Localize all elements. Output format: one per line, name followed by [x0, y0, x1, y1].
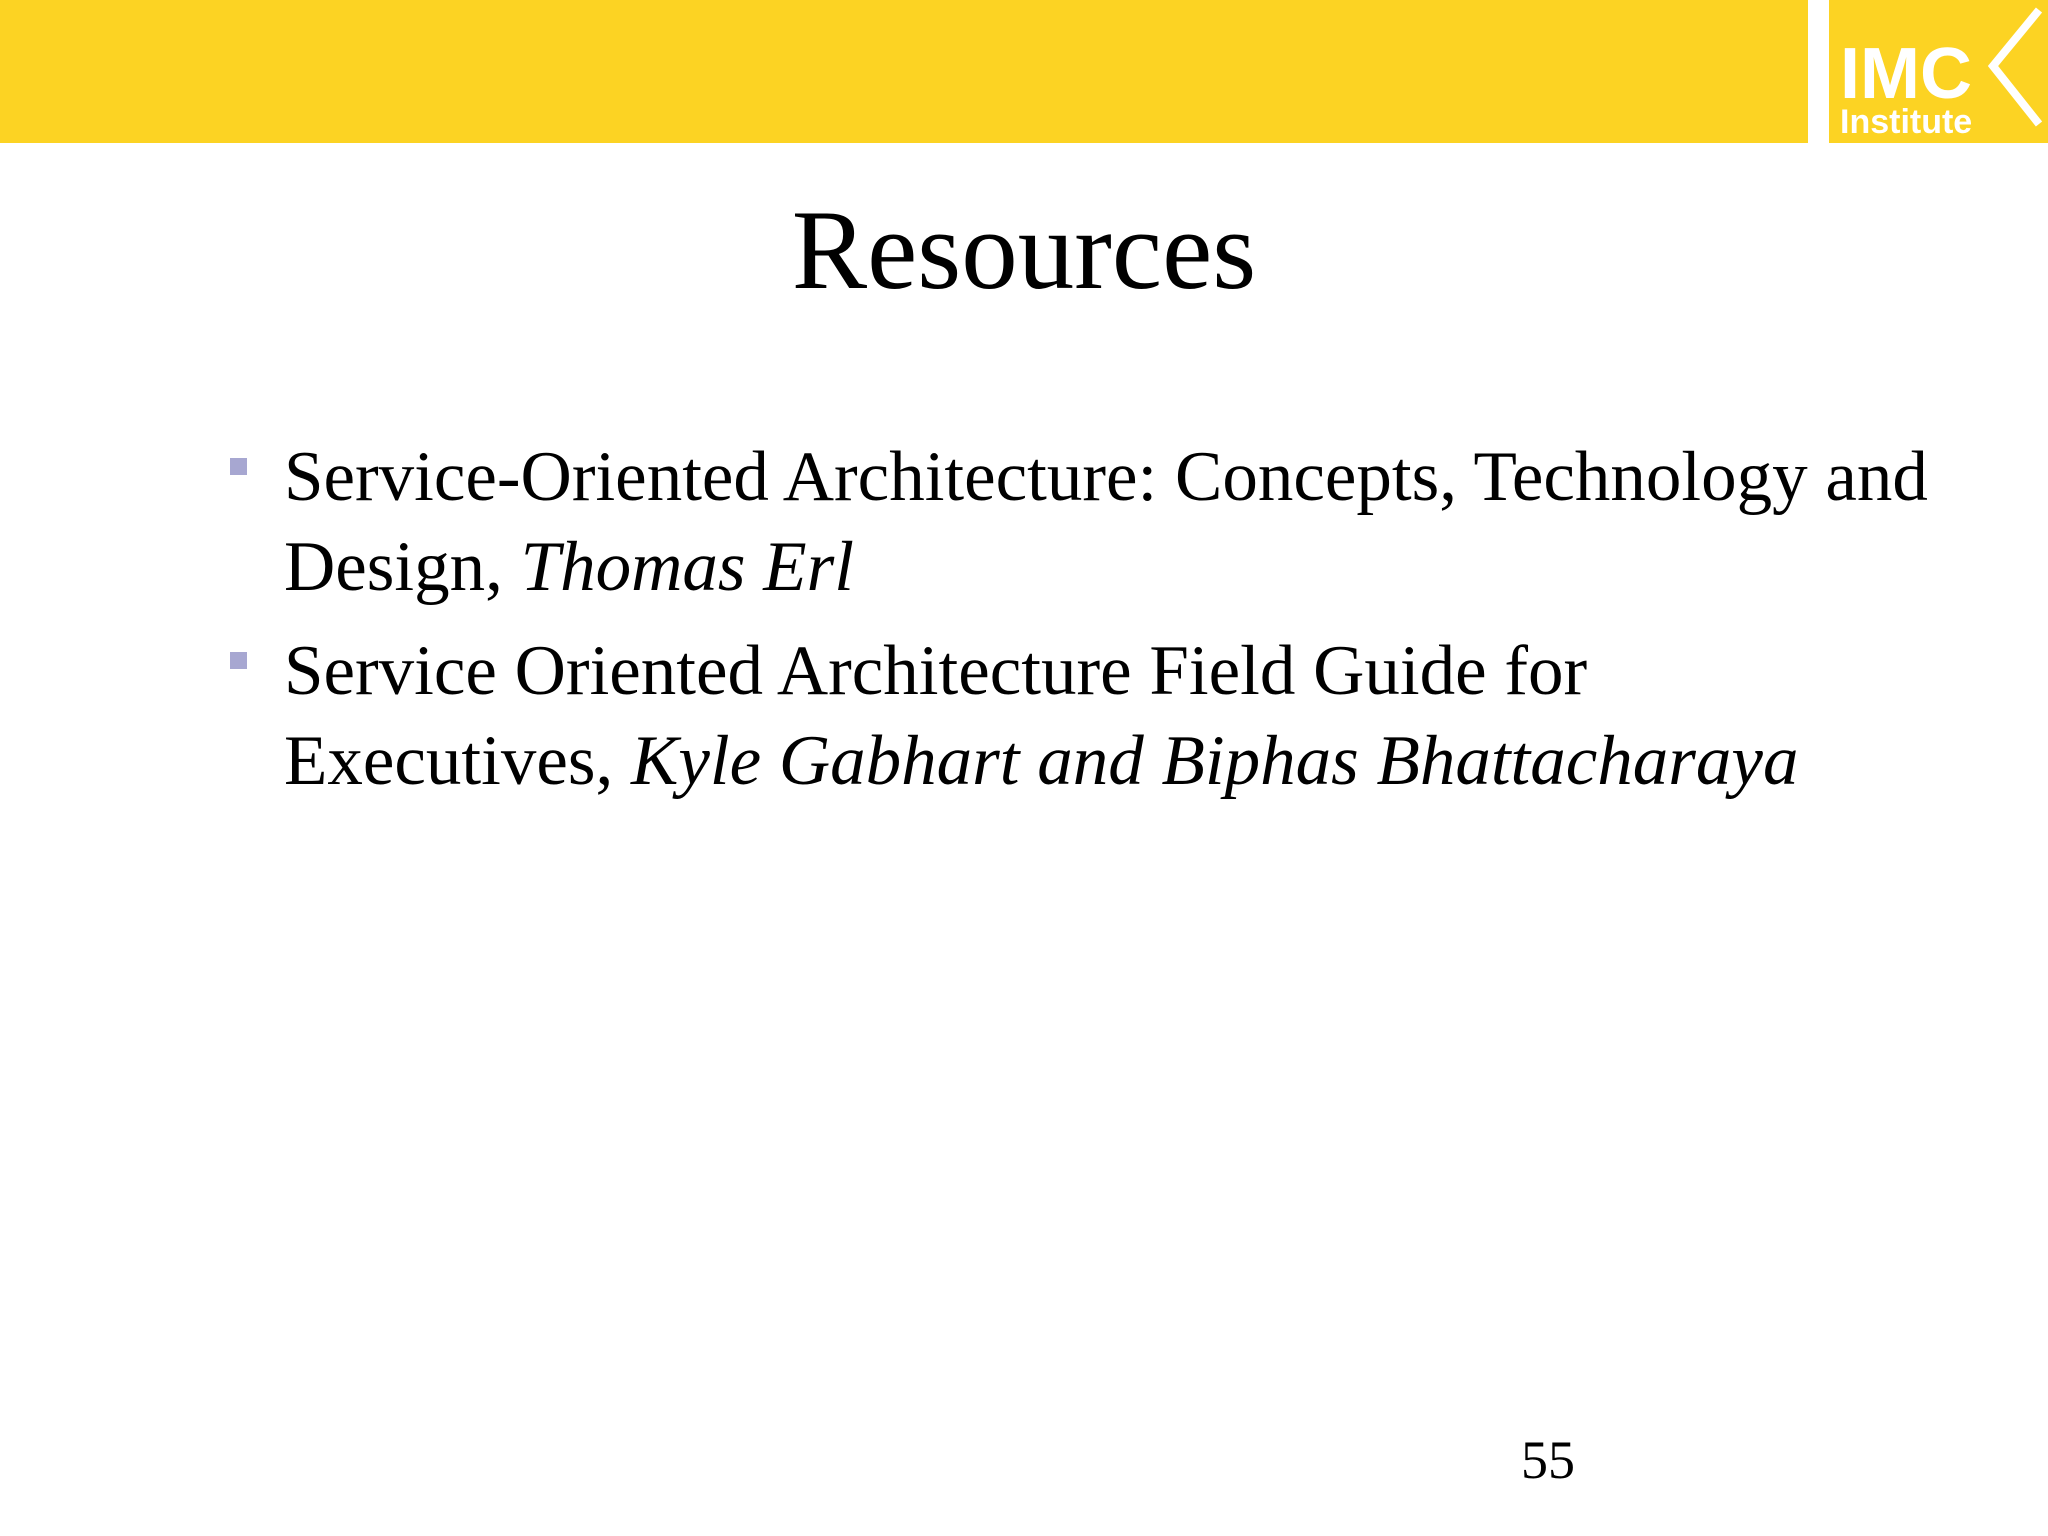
- resource-list: [228, 432, 1928, 820]
- logo-text-imc: IMC: [1840, 34, 1972, 114]
- resource-title: Service Oriented Architecture Field Guide for Executives,: [284, 632, 1588, 800]
- slide-title: Resources: [791, 188, 1257, 313]
- resource-author: Thomas Erl: [520, 528, 855, 606]
- logo-text-institute: Institute: [1840, 103, 1973, 141]
- imc-institute-logo: [1829, 0, 2048, 143]
- resource-author: Kyle Gabhart and Biphas Bhattacharaya: [631, 722, 1799, 800]
- resource-item: [228, 626, 1928, 806]
- bullet-square-icon: [230, 652, 247, 669]
- page-number: 55: [1521, 1430, 1575, 1490]
- bullet-square-icon: [230, 458, 247, 475]
- resource-item: [228, 432, 1928, 612]
- resource-title: Service-Oriented Architecture: Concepts, Technology and Design,: [284, 438, 1928, 606]
- header-banner: [0, 0, 1808, 143]
